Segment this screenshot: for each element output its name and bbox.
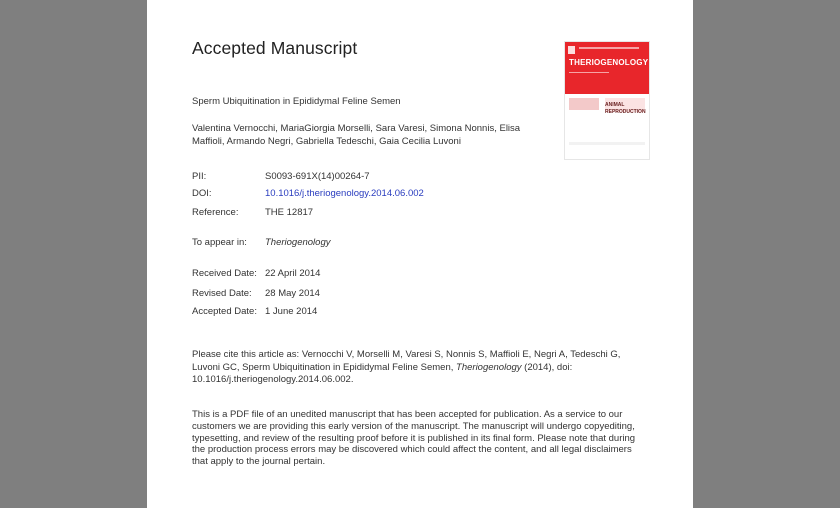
citation-text: Please cite this article as: Vernocchi V, Morselli M, Varesi S, Nonnis S, Maffioli E, Negri A, Tedeschi G, Luvoni GC, Sperm Ubiquitination in Epididymal Feline Semen,: [192, 349, 621, 373]
doi-label: DOI:: [192, 188, 212, 199]
article-title: Sperm Ubiquitination in Epididymal Feline Semen: [192, 96, 401, 107]
pii-label: PII:: [192, 171, 207, 182]
citation-journal: Theriogenology: [456, 361, 522, 373]
journal-cover-image: [564, 41, 650, 160]
citation-paragraph: [192, 349, 647, 387]
cover-rule: [569, 72, 609, 73]
accepted-value: 1 June 2014: [265, 306, 318, 317]
cover-block: [569, 98, 599, 110]
author-list: Valentina Vernocchi, MariaGiorgia Morselli, Sara Varesi, Simona Nonnis, Elisa Maffioli, Armando Negri, Gabriella Tedeschi, Gaia Cecilia Luvoni: [192, 123, 521, 147]
appear-value: Theriogenology: [265, 237, 331, 248]
accepted-label: Accepted Date:: [192, 306, 257, 317]
revised-label: Revised Date:: [192, 288, 252, 299]
citation-tail: (2014), doi: 10.1016/j.theriogenology.2014.06.002.: [192, 361, 573, 386]
doi-link[interactable]: 10.1016/j.theriogenology.2014.06.002: [265, 188, 424, 199]
reference-value: THE 12817: [265, 207, 314, 218]
received-value: 22 April 2014: [265, 268, 321, 279]
pii-value: S0093-691X(14)00264-7: [265, 171, 370, 182]
disclaimer-paragraph: This is a PDF file of an unedited manuscript that has been accepted for publication. As a service to our customers we are providing this early version of the manuscript. The manuscript will undergo copyediting, typesetting, and review of the resulting proof before it is published in its final form. Please note that during the production process errors may be discovered which could affect the content, and all legal disclaimers that apply to the journal pertain.: [192, 409, 636, 468]
cover-journal-name: THERIOGENOLOGY: [569, 58, 649, 67]
received-label: Received Date:: [192, 268, 257, 279]
publisher-logo-icon: [568, 46, 575, 54]
appear-label: To appear in:: [192, 237, 247, 248]
page-title: Accepted Manuscript: [192, 38, 358, 58]
cover-red-band: [565, 42, 649, 94]
manuscript-page: [147, 0, 693, 508]
cover-footer: [569, 142, 645, 145]
cover-decoration: [579, 47, 639, 49]
cover-subtitle: ANIMAL REPRODUCTION: [605, 102, 646, 115]
reference-label: Reference:: [192, 207, 239, 218]
revised-value: 28 May 2014: [265, 288, 320, 299]
